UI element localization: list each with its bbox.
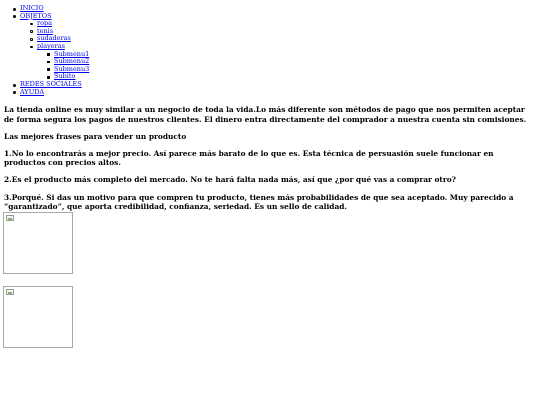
- submenu-link-submenu2[interactable]: Submenu2: [54, 57, 90, 66]
- nav-link-inicio[interactable]: INICIO: [20, 4, 44, 12]
- article-content: [4, 105, 534, 219]
- broken-image-icon: [6, 215, 14, 221]
- phrase-1: 1.No lo encontrarás a mejor precio. Así parece más barato de lo que es. Esta técnica de persuasión suele funcionar en productos con precios altos.: [4, 148, 494, 168]
- submenu-link-subito[interactable]: Subito: [54, 72, 76, 81]
- intro-paragraph: La tienda online es muy similar a un negocio de toda la vida.Lo más diferente son métodos de pago que nos permiten aceptar de forma segura los pagos de nuestros clientes. El dinero entra directamente del comprador a nuestra cuenta sin comisiones.: [4, 105, 527, 124]
- objetos-submenu: [20, 20, 89, 81]
- broken-image-1: [3, 212, 73, 274]
- phrase-2: 2.Es el producto más completo del mercado. No te hará falta nada más, así que ¿por qué vas a comprar otro?: [4, 175, 456, 185]
- nav-list: [0, 5, 89, 96]
- submenu-link-sudaderas[interactable]: sudaderas: [37, 34, 71, 43]
- nav-link-objetos[interactable]: OBJETOS: [20, 11, 52, 20]
- broken-image-icon: [6, 289, 14, 295]
- nav-link-redes-sociales[interactable]: REDES SOCIALES: [20, 79, 82, 88]
- nav-item-redes-sociales: [0, 81, 89, 89]
- section-heading: Las mejores frases para vender un producto: [4, 131, 187, 141]
- submenu-link-tenis[interactable]: tenis: [37, 26, 54, 35]
- phrase-3: 3.Porqué. Si das un motivo para que compren tu producto, tienes más probabilidades de que sea aceptado. Muy parecido a “garantizado”, que aporta credibilidad, confianza, seriedad. Es un sello de calidad.: [4, 192, 514, 212]
- submenu-link-playeras[interactable]: playeras: [37, 41, 65, 50]
- submenu-link-ropa[interactable]: ropa: [37, 19, 53, 28]
- nav-item-ayuda: [0, 89, 89, 97]
- playeras-submenu: [37, 51, 89, 81]
- submenu-item-playeras: [20, 43, 89, 81]
- broken-image-2: [3, 286, 73, 348]
- nav-link-ayuda[interactable]: AYUDA: [20, 87, 45, 96]
- submenu-link-submenu1[interactable]: Submenu1: [54, 49, 90, 58]
- main-nav: [0, 5, 89, 96]
- submenu-link-submenu3[interactable]: Submenu3: [54, 64, 90, 73]
- submenu-item-ropa: [20, 20, 89, 28]
- nav-item-objetos: [0, 13, 89, 81]
